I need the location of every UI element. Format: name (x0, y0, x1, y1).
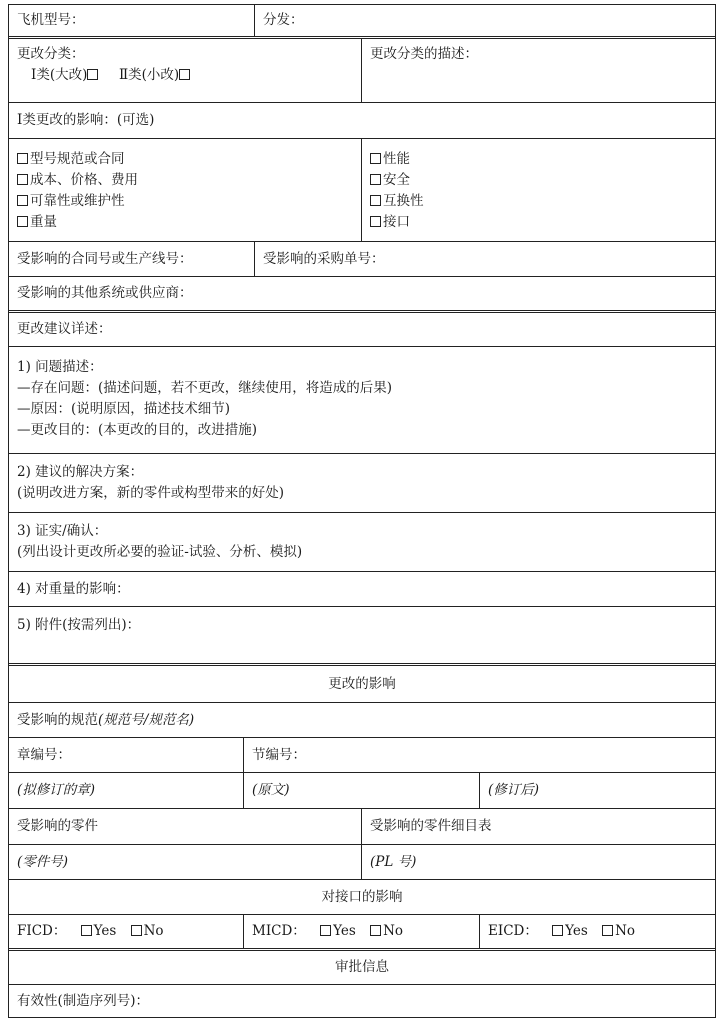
part-number-field[interactable] (9, 845, 362, 879)
pl-number-field[interactable] (362, 845, 715, 879)
problem-description-field[interactable] (9, 347, 715, 453)
change-request-form (8, 4, 716, 1018)
affected-systems-field[interactable] (9, 277, 715, 310)
affected-parts-row (9, 809, 715, 845)
option-interface: 接口 (383, 214, 410, 230)
chapter-to-revise-label: (拟修订的章) (17, 782, 96, 798)
ficd-yes-checkbox[interactable] (81, 925, 92, 936)
affected-contract-row (9, 242, 715, 277)
affected-parts-list-label: 受影响的零件细目表 (370, 818, 492, 834)
checkbox-weight[interactable] (17, 216, 28, 227)
checkbox-safety[interactable] (370, 174, 381, 185)
interface-heading: 对接口的影响 (321, 888, 403, 905)
distribution-label: 分发： (263, 12, 304, 28)
section-number-field[interactable] (244, 738, 715, 772)
eicd-field (480, 915, 715, 948)
affected-parts-label: 受影响的零件 (17, 818, 98, 834)
change-class-description-field[interactable] (362, 39, 715, 102)
aircraft-model-label: 飞机型号： (17, 12, 85, 28)
purpose-line: —更改目的：(本更改的目的，改进措施) (17, 422, 258, 438)
affected-purchase-field[interactable] (255, 242, 715, 276)
eicd-yes-checkbox[interactable] (552, 925, 563, 936)
proposal-heading-row (9, 313, 715, 347)
effectivity-row (9, 985, 715, 1017)
section-number-label: 节编号： (252, 746, 306, 763)
proposed-solution-title: 2) 建议的解决方案： (17, 464, 144, 480)
affected-spec-hint: (规范号/规范名) (98, 711, 195, 728)
proposal-heading: 更改建议详述： (17, 321, 112, 337)
revised-text-field[interactable] (480, 773, 715, 808)
effectivity-field[interactable] (9, 985, 715, 1017)
micd-label: MICD： (252, 923, 306, 939)
verification-hint: (列出设计更改所必要的验证-试验、分析、模拟) (17, 544, 303, 560)
affected-spec-label: 受影响的规范 (17, 711, 98, 728)
chapter-to-revise-field[interactable] (9, 773, 244, 808)
class2-checkbox[interactable] (179, 69, 190, 80)
affected-spec-field[interactable] (9, 703, 715, 737)
weight-impact-section (9, 572, 715, 607)
distribution-field[interactable] (255, 5, 715, 36)
checkbox-performance[interactable] (370, 153, 381, 164)
micd-yes-checkbox[interactable] (320, 925, 331, 936)
chapter-number-label: 章编号： (17, 746, 71, 763)
option-cost: 成本、价格、费用 (30, 172, 138, 188)
eicd-no-checkbox[interactable] (602, 925, 613, 936)
affected-spec-row (9, 703, 715, 738)
micd-no-checkbox[interactable] (370, 925, 381, 936)
header-row (9, 5, 715, 39)
approval-heading: 审批信息 (335, 959, 389, 975)
cause-line: —原因：(说明原因，描述技术细节) (17, 401, 231, 417)
problem-description-title: 1) 问题描述： (17, 359, 103, 375)
proposed-solution-hint: (说明改进方案，新的零件或构型带来的好处) (17, 485, 285, 501)
part-number-row (9, 845, 715, 880)
chapter-section-row (9, 738, 715, 773)
affected-contract-label: 受影响的合同号或生产线号： (17, 250, 193, 267)
class1-label: Ⅰ类(大改) (31, 67, 88, 83)
aircraft-model-field[interactable] (9, 5, 255, 36)
proposed-solution-section (9, 454, 715, 513)
ficd-no-checkbox[interactable] (131, 925, 142, 936)
micd-no-label: No (383, 923, 404, 939)
affected-systems-label: 受影响的其他系统或供应商： (17, 285, 193, 301)
option-spec-contract: 型号规范或合同 (30, 151, 125, 167)
revision-row (9, 773, 715, 809)
checkbox-interchangeability[interactable] (370, 195, 381, 206)
eicd-no-label: No (615, 923, 636, 939)
affected-systems-row (9, 277, 715, 313)
weight-impact-title: 4) 对重量的影响： (17, 580, 130, 597)
checkbox-cost[interactable] (17, 174, 28, 185)
class1-impact-heading: Ⅰ类更改的影响：(可选) (17, 112, 155, 128)
existing-problem-line: —存在问题：(描述问题，若不更改，继续使用，将造成的后果) (17, 380, 393, 396)
original-text-label: (原文) (252, 782, 290, 798)
attachments-field[interactable] (9, 607, 715, 663)
verification-section (9, 513, 715, 572)
class1-checkbox[interactable] (87, 69, 98, 80)
micd-field (244, 915, 480, 948)
part-number-label: (零件号) (17, 853, 69, 870)
chapter-number-field[interactable] (9, 738, 244, 772)
pl-number-label: (PL 号) (370, 853, 417, 870)
change-class-description-label: 更改分类的描述： (370, 46, 478, 62)
change-class-label: 更改分类： (17, 46, 85, 62)
approval-heading-row (9, 951, 715, 985)
micd-yes-label: Yes (333, 923, 356, 939)
ficd-yes-label: Yes (93, 923, 117, 939)
class1-impact-heading-row (9, 103, 715, 139)
checkbox-interface[interactable] (370, 216, 381, 227)
impact-options-right (362, 139, 715, 241)
ficd-field (9, 915, 244, 948)
affected-contract-field[interactable] (9, 242, 255, 276)
weight-impact-field[interactable] (9, 572, 715, 606)
option-safety: 安全 (383, 172, 410, 188)
affected-parts-field[interactable] (9, 809, 362, 844)
attachments-section (9, 607, 715, 666)
verification-title: 3) 证实/确认： (17, 523, 108, 539)
checkbox-reliability[interactable] (17, 195, 28, 206)
effectivity-label: 有效性(制造序列号)： (17, 992, 150, 1009)
option-interchangeability: 互换性 (383, 193, 424, 209)
ficd-label: FICD： (17, 923, 67, 939)
problem-description-section (9, 347, 715, 454)
impact-heading-row (9, 666, 715, 703)
option-performance: 性能 (383, 151, 410, 167)
option-weight: 重量 (30, 214, 57, 230)
interface-row (9, 915, 715, 951)
proposed-solution-field[interactable] (9, 454, 715, 512)
revised-text-label: (修订后) (488, 782, 540, 798)
interface-heading-row (9, 880, 715, 915)
eicd-yes-label: Yes (565, 923, 588, 939)
checkbox-spec-contract[interactable] (17, 153, 28, 164)
eicd-label: EICD： (488, 923, 538, 939)
ficd-no-label: No (143, 923, 164, 939)
change-class-row (9, 39, 715, 103)
class1-impact-options-row (9, 139, 715, 242)
verification-field[interactable] (9, 513, 715, 571)
original-text-field[interactable] (244, 773, 480, 808)
change-class-cell (9, 39, 362, 102)
impact-heading: 更改的影响 (328, 675, 396, 692)
impact-options-left (9, 139, 362, 241)
affected-purchase-label: 受影响的采购单号： (263, 250, 385, 267)
attachments-title: 5) 附件(按需列出)： (17, 617, 141, 633)
option-reliability: 可靠性或维护性 (30, 193, 125, 209)
class2-label: Ⅱ类(小改) (118, 67, 180, 83)
affected-parts-list-field[interactable] (362, 809, 715, 844)
